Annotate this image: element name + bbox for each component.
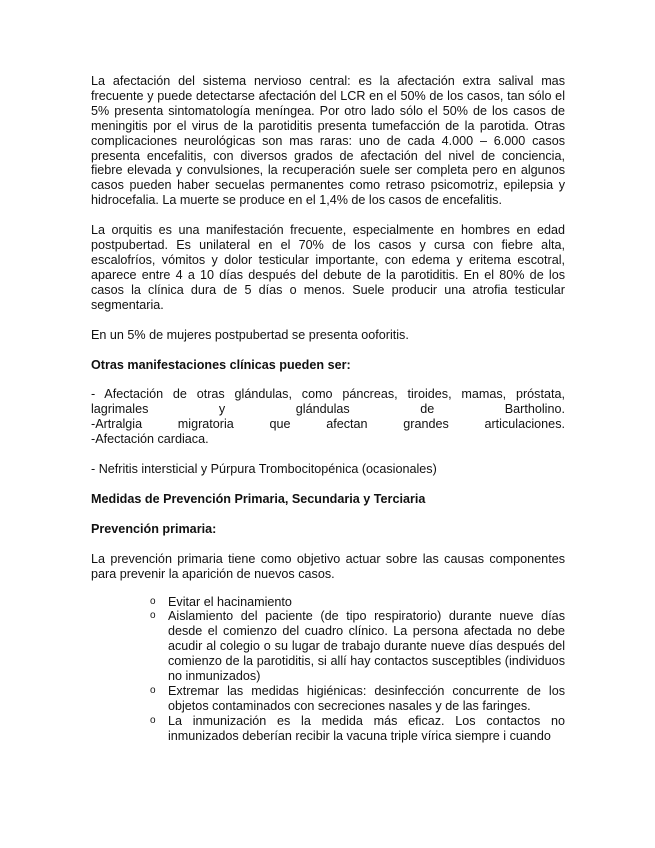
- prevencion-primaria-heading: Prevención primaria:: [91, 521, 217, 536]
- bullet-circle-icon: o: [150, 610, 156, 622]
- bullet-circle-icon: o: [150, 685, 156, 696]
- otras-line-nefritis: - Nefritis intersticial y Púrpura Trombocitopénica (ocasionales): [91, 462, 437, 477]
- list-item: [150, 713, 565, 744]
- bullet-text: Aislamiento del paciente (de tipo respiratorio) durante nueve días desde el comienzo del cuadro clínico. La persona afectada no debe acudir al colegio o su lugar de trabajo durante nueve días después del comienzo de la parotiditis, si allí hay contactos susceptibles (individuos no inmunizados): [168, 609, 565, 684]
- paragraph-orquitis: La orquitis es una manifestación frecuente, especialmente en hombres en edad postpubertad. Es unilateral en el 70% de los casos y cursa con fiebre alta, escalofríos, vómitos y dolor testicular importante, con edema y eritema escotral, aparece entre 4 a 10 días después del debute de la parotiditis. En el 80% de los casos la clínica dura de 5 días o menos. Suele producir una atrofia testicular segmentaria.: [91, 223, 565, 312]
- bullet-text: Extremar las medidas higiénicas: desinfección concurrente de los objetos contaminados con secreciones nasales y de las faringes.: [168, 684, 565, 713]
- medidas-heading: Medidas de Prevención Primaria, Secundaria y Terciaria: [91, 491, 426, 506]
- otras-line-artralgia: -Artralgia migratoria que afectan grandes articulaciones.: [91, 417, 565, 432]
- bullet-circle-icon: o: [150, 714, 156, 726]
- bullet-text: Evitar el hacinamiento: [168, 594, 292, 609]
- bullet-text: La inmunización es la medida más eficaz. Los contactos no inmunizados deberían recibir la vacuna triple vírica siempre i cuando: [168, 713, 565, 743]
- prevencion-bullet-list: [150, 594, 565, 744]
- otras-manifestaciones-heading: Otras manifestaciones clínicas pueden ser:: [91, 357, 351, 372]
- prevencion-intro: La prevención primaria tiene como objetivo actuar sobre las causas componentes para prevenir la aparición de nuevos casos.: [91, 551, 565, 581]
- otras-line-cardiaca: -Afectación cardiaca.: [91, 432, 209, 447]
- bullet-circle-icon: o: [150, 595, 156, 607]
- otras-line-glandulas: - Afectación de otras glándulas, como páncreas, tiroides, mamas, próstata, lagrimales y glándulas de Bartholino.: [91, 387, 565, 417]
- document-page: [91, 74, 565, 744]
- list-item: [150, 609, 565, 684]
- paragraph-sistema-nervioso: La afectación del sistema nervioso central: es la afectación extra salival mas frecuente y puede detectarse afectación del LCR en el 50% de los casos, tan sólo el 5% presenta sintomatología meníngea. Por otro lado sólo el 50% de los casos de meningitis por el virus de la parotiditis presenta tumefacción de la parotida. Otras complicaciones neurológicas son mas raras: uno de cada 4.000 – 6.000 casos presenta encefalitis, con diversos grados de afectación del nivel de conciencia, fiebre elevada y convulsiones, la recuperación suele ser completa pero en algunos casos pueden haber secuelas permanentes como retraso psicomotriz, epilepsia y hidrocefalia. La muerte se produce en el 1,4% de los casos de encefalitis.: [91, 74, 565, 208]
- list-item: [150, 684, 565, 714]
- list-item: [150, 594, 565, 610]
- paragraph-ooforitis: En un 5% de mujeres postpubertad se presenta ooforitis.: [91, 327, 409, 342]
